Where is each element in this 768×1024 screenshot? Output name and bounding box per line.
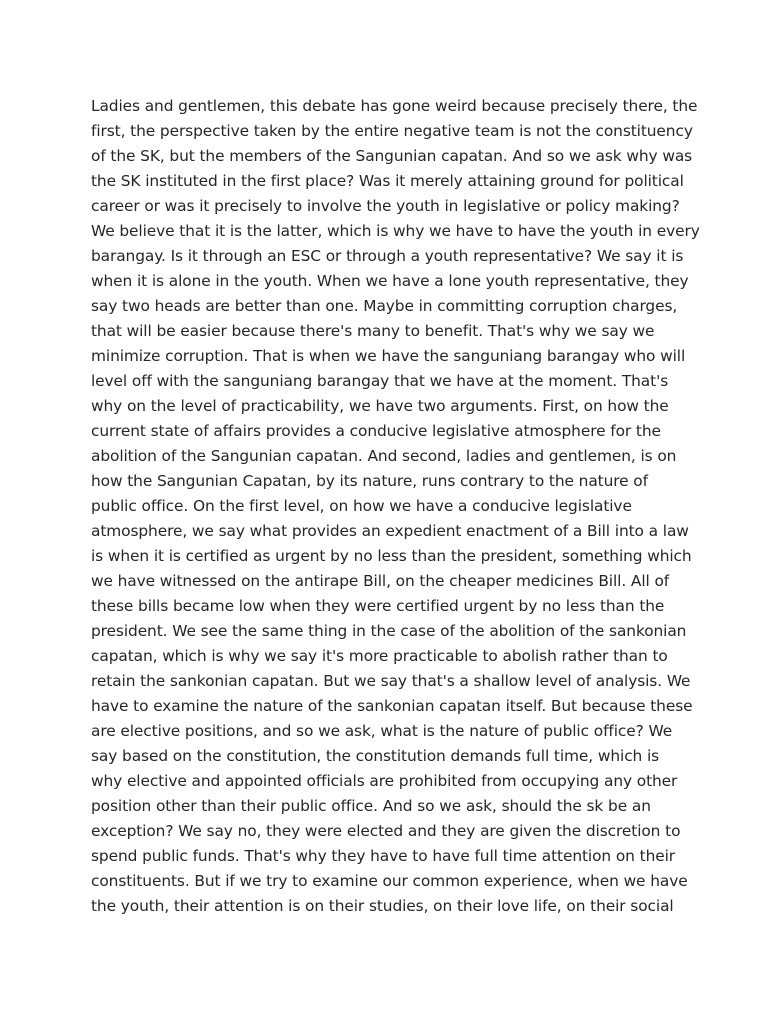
text-line: retain the sankonian capatan. But we say that's a shallow level of analysis. We [91, 672, 691, 690]
text-line: how the Sangunian Capatan, by its nature, runs contrary to the nature of [91, 472, 648, 490]
text-line: career or was it precisely to involve the youth in legislative or policy making? [91, 197, 680, 215]
text-line: exception? We say no, they were elected and they are given the discretion to [91, 822, 681, 840]
text-line: why elective and appointed officials are prohibited from occupying any other [91, 772, 678, 790]
text-line: say based on the constitution, the constitution demands full time, which is [91, 747, 660, 765]
text-line: position other than their public office. And so we ask, should the sk be an [91, 797, 651, 815]
text-line: barangay. Is it through an ESC or through a youth representative? We say it is [91, 247, 684, 265]
text-line: current state of affairs provides a conducive legislative atmosphere for the [91, 422, 661, 440]
text-line: public office. On the first level, on how we have a conducive legislative [91, 497, 632, 515]
text-line: that will be easier because there's many to benefit. That's why we say we [91, 322, 655, 340]
text-line: when it is alone in the youth. When we have a lone youth representative, they [91, 272, 689, 290]
text-line: We believe that it is the latter, which is why we have to have the youth in every [91, 222, 700, 240]
text-line: we have witnessed on the antirape Bill, on the cheaper medicines Bill. All of [91, 572, 670, 590]
text-line: first, the perspective taken by the entire negative team is not the constituency [91, 122, 693, 140]
body-paragraph [91, 94, 700, 919]
text-line: are elective positions, and so we ask, what is the nature of public office? We [91, 722, 673, 740]
text-line: capatan, which is why we say it's more practicable to abolish rather than to [91, 647, 668, 665]
text-line: have to examine the nature of the sankonian capatan itself. But because these [91, 697, 693, 715]
text-line: minimize corruption. That is when we have the sanguniang barangay who will [91, 347, 686, 365]
text-line: the SK instituted in the first place? Was it merely attaining ground for political [91, 172, 684, 190]
text-line: level off with the sanguniang barangay that we have at the moment. That's [91, 372, 669, 390]
text-line: abolition of the Sangunian capatan. And second, ladies and gentlemen, is on [91, 447, 677, 465]
text-line: the youth, their attention is on their studies, on their love life, on their social [91, 897, 674, 915]
text-line: these bills became low when they were certified urgent by no less than the [91, 597, 665, 615]
text-line: constituents. But if we try to examine our common experience, when we have [91, 872, 688, 890]
text-line: say two heads are better than one. Maybe in committing corruption charges, [91, 297, 678, 315]
text-line: of the SK, but the members of the Sangunian capatan. And so we ask why was [91, 147, 693, 165]
text-line: spend public funds. That's why they have to have full time attention on their [91, 847, 675, 865]
text-line: atmosphere, we say what provides an expedient enactment of a Bill into a law [91, 522, 689, 540]
text-line: president. We see the same thing in the case of the abolition of the sankonian [91, 622, 687, 640]
text-line: why on the level of practicability, we have two arguments. First, on how the [91, 397, 669, 415]
text-line: Ladies and gentlemen, this debate has gone weird because precisely there, the [91, 97, 698, 115]
text-line: is when it is certified as urgent by no less than the president, something which [91, 547, 692, 565]
